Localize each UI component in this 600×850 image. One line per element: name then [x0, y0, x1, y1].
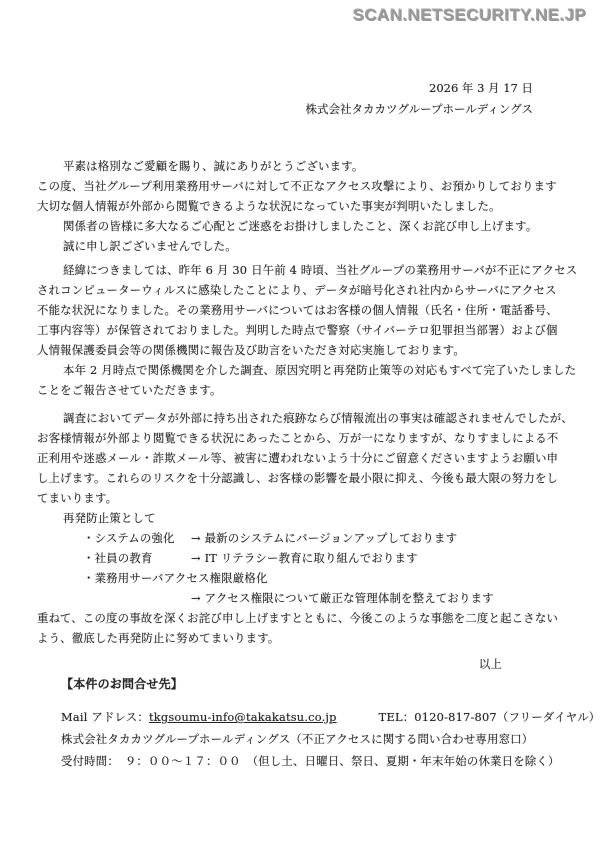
text-line: よう、徹底した再発防止に努めてまいります。	[37, 631, 280, 645]
countermeasure-row	[37, 548, 564, 568]
text-line: 経緯につきましては、昨年 6 月 30 日午前 4 時頃、当社グループの業務用サーバが不正にアクセス	[63, 263, 578, 277]
contact-section	[37, 674, 600, 772]
text-line: 正利用や迷惑メール・詐欺メール等、被害に遭われないよう十分にご留意くださいますようお願い申	[37, 451, 559, 465]
incident-details-paragraph	[37, 260, 578, 400]
countermeasure-result: → 最新のシステムにバージョンアップしております	[191, 531, 458, 545]
reception-hours: 受付時間： ９：００～１７：００ （但し土、日曜日、祭日、夏期・年末年始の休業日を除く）	[61, 754, 560, 768]
investigation-paragraph	[37, 408, 573, 528]
document-date: 2026 年 3 月 17 日	[429, 81, 533, 95]
letter-body	[0, 156, 600, 772]
countermeasure-result: → アクセス権限について厳正な管理体制を整えております	[191, 591, 494, 605]
countermeasure-row	[37, 568, 564, 588]
text-line: 誠に申し訳ございませんでした。	[63, 239, 237, 253]
text-line: 人情報保護委員会等の関係機関に報告及び助言をいただき対応実施しております。	[37, 343, 465, 357]
contact-company-line: 株式会社タカカツグループホールディングス（不正アクセスに関する問い合わせ専用窓口）	[61, 732, 534, 746]
mail-label: Mail アドレス：	[61, 710, 149, 724]
issuer-company-name: 株式会社タカカツグループホールディングス	[305, 102, 533, 116]
text-line: 大切な個人情報が外部から閲覧できるような状況になっていた事実が判明いたしました。	[37, 199, 501, 213]
countermeasure-list	[37, 528, 564, 608]
countermeasure-row	[37, 588, 564, 608]
text-line: 調査においてデータが外部に持ち出された痕跡ならび情報流出の事実は確認されませんでしたが、	[63, 411, 573, 425]
countermeasure-row	[37, 528, 564, 548]
countermeasure-label: ・システムの強化	[83, 531, 175, 545]
text-line: 再発防止策として	[63, 511, 156, 525]
text-line: し上げます。これらのリスクを十分認識し、お客様の影響を最小限に抑え、今後も最大限の努力をし	[37, 471, 559, 485]
text-line: 本年 2 月時点で関係機関を介した調査、原因究明と再発防止策等の対応もすべて完了いたしました	[63, 363, 577, 377]
closing-paragraph	[37, 608, 564, 648]
countermeasure-label: ・社員の教育	[83, 551, 153, 565]
contact-mail-row	[61, 706, 600, 728]
text-line: 不能な状況になりました。その業務用サーバについてはお客様の個人情報（氏名・住所・電話番号、	[37, 303, 558, 317]
text-line: 工事内容等）が保管されておりました。判明した時点で警察（サイバーテロ犯罪担当部署）および個	[37, 323, 558, 337]
watermark: SCAN.NETSECURITY.NE.JP	[353, 6, 587, 25]
text-line: 平素は格別なご愛顧を賜り、誠にありがとうございます。	[63, 159, 364, 173]
text-line: この度、当社グループ利用業務用サーバに対して不正なアクセス攻撃により、お預かりしております	[37, 179, 557, 193]
countermeasure-label: ・業務用サーバアクセス権限厳格化	[83, 571, 268, 585]
text-line: 重ねて、この度の事故を深くお詫び申し上げますとともに、今後このような事態を二度と起こさない	[37, 611, 559, 625]
tel-number: TEL：0120-817-807（フリーダイヤル）	[378, 710, 600, 724]
countermeasure-result: → IT リテラシー教育に取り組んでおります	[191, 551, 418, 565]
sign-off: 以上	[478, 657, 502, 671]
greeting-paragraph	[37, 156, 564, 256]
text-line: お客様情報が外部より閲覧できる状況にあったことから、万が一になりますが、なりすましによる不	[37, 431, 559, 445]
mail-address-link[interactable]: tkgsoumu-info@takakatsu.co.jp	[148, 710, 337, 724]
text-line: ことをご報告させていただきます。	[37, 383, 222, 397]
text-line: てまいります。	[37, 491, 118, 505]
contact-heading: 【本件のお問合せ先】	[61, 677, 184, 691]
text-line: されコンピューターウィルスに感染したことにより、データが暗号化され社内からサーバにアクセス	[37, 283, 557, 297]
countermeasure-label	[83, 588, 191, 608]
text-line: 関係者の皆様に多大なるご心配とご迷惑をお掛けしましたこと、深くお詫び申し上げます。	[63, 219, 538, 233]
